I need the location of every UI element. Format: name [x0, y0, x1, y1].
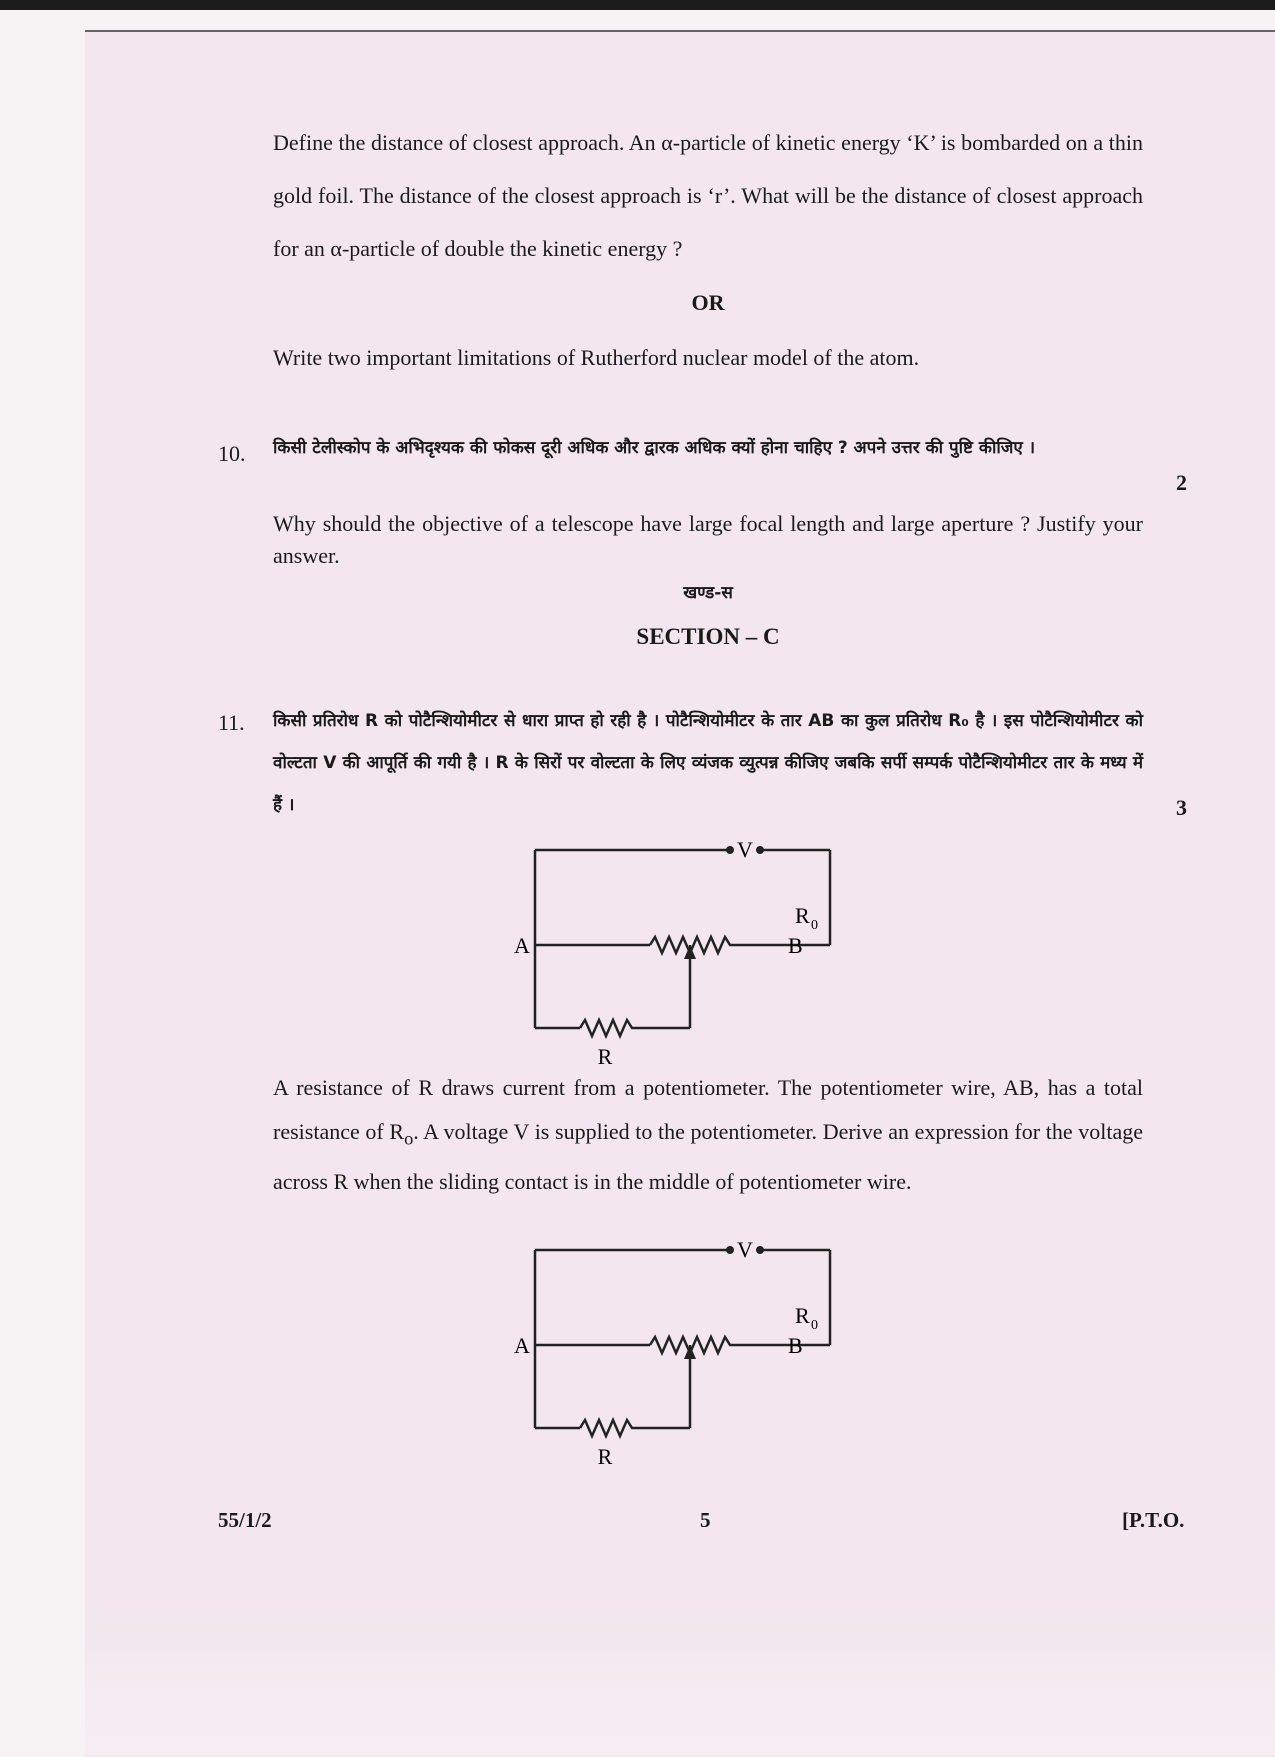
- q10-number: 10.: [218, 441, 246, 466]
- circuit1-label-b: B: [788, 933, 803, 958]
- q11-text-english-subscript: o: [404, 1128, 414, 1149]
- circuit2-label-r0-sub: 0: [811, 1318, 818, 1333]
- circuit1-label-a: A: [514, 933, 530, 958]
- paper-code: 55/1/2: [218, 1508, 272, 1532]
- section-title-hindi: खण्ड-स: [683, 583, 733, 603]
- q9-alternative-text: Write two important limitations of Rutherford nuclear model of the atom.: [273, 345, 920, 370]
- circuit1-label-r0: R: [795, 903, 810, 928]
- please-turn-over: [P.T.O.: [1122, 1508, 1185, 1532]
- q11-text-english: [273, 1066, 1143, 1204]
- potentiometer-circuit-diagram-1: [500, 835, 850, 1075]
- q10-marks: 2: [1176, 470, 1187, 495]
- or-label: OR: [691, 290, 725, 315]
- circuit2-label-r: R: [597, 1444, 613, 1469]
- circuit2-label-b: B: [788, 1333, 803, 1358]
- q11-text-hindi: किसी प्रतिरोध R को पोटैन्शियोमीटर से धारा प्राप्त हो रही है । पोटैन्शियोमीटर के तार AB का कुल प्रतिरोध R₀ है । इस पोटैन्शियोमीटर को वोल्टता V की आपूर्ति की गयी है । R के सिरों पर वोल्टता के लिए व्यंजक व्युत्पन्न कीजिए जबकि सर्पी सम्पर्क पोटैन्शियोमीटर तार के मध्य में हैं ।: [273, 711, 1143, 815]
- page-bottom-shade: [85, 1600, 1275, 1755]
- q9-text: Define the distance of closest approach. An α-particle of kinetic energy ‘K’ is bombarded on a thin gold foil. The distance of the closest approach is ‘r’. What will be the distance of closest approach for an α-particle of double the kinetic energy ?: [273, 130, 1143, 261]
- section-title: SECTION – C: [636, 624, 780, 649]
- q11-number: 11.: [218, 710, 245, 735]
- circuit2-label-v: V: [737, 1237, 753, 1262]
- page-number: 5: [700, 1508, 711, 1532]
- q10-text-english: Why should the objective of a telescope have large focal length and large aperture ? Justify your answer.: [273, 511, 1143, 568]
- circuit2-label-r0: R: [795, 1303, 810, 1328]
- scan-top-edge: [0, 0, 1275, 10]
- potentiometer-circuit-diagram-2: [500, 1235, 850, 1475]
- q10-text-hindi: किसी टेलीस्कोप के अभिदृश्यक की फोकस दूरी अधिक और द्वारक अधिक क्यों होना चाहिए ? अपने उत्तर की पुष्टि कीजिए ।: [273, 438, 1036, 458]
- circuit1-label-v: V: [737, 837, 753, 862]
- q11-text-english-part2: . A voltage V is supplied to the potentiometer. Derive an expression for the voltage across R when the sliding contact is in the middle of potentiometer wire.: [273, 1119, 1143, 1195]
- q11-text-english-part1: A resistance of R draws current from a potentiometer. The potentiometer wire, AB, has a total resistance of R: [273, 1075, 1143, 1144]
- q11-marks: 3: [1176, 795, 1187, 820]
- circuit2-label-a: A: [514, 1333, 530, 1358]
- circuit1-label-r0-sub: 0: [811, 918, 818, 933]
- circuit1-label-r: R: [597, 1044, 613, 1069]
